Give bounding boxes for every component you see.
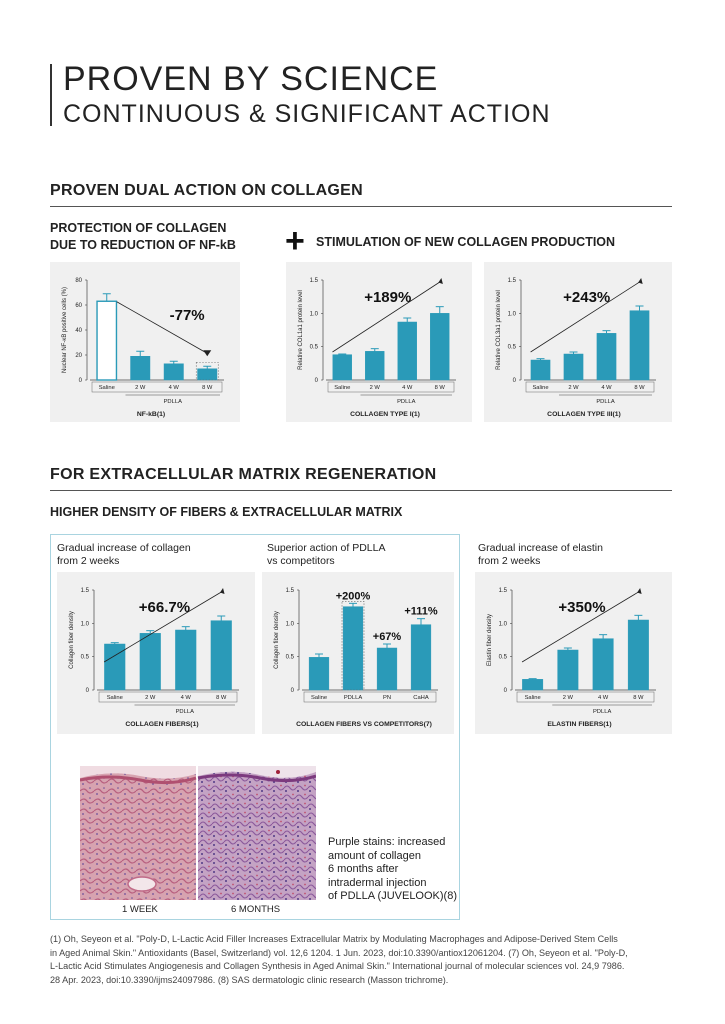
x-tick-label: 2 W xyxy=(568,385,579,391)
histology-images xyxy=(80,766,316,900)
change-label: +189% xyxy=(364,289,412,306)
x-tick-label: 4 W xyxy=(601,385,612,391)
histology-label-1-week: 1 WEEK xyxy=(122,904,158,915)
x-tick-label: 2 W xyxy=(369,385,380,391)
bar-2 W xyxy=(558,650,578,690)
x-tick-label: 2 W xyxy=(135,385,146,391)
reference-line: 28 Apr. 2023, doi:10.3390/ijms24097986. (8) SAS dermatologic clinic research (Masson trichrome). xyxy=(50,974,449,985)
trend-arrow-head xyxy=(638,278,643,284)
y-tick-label: 1.5 xyxy=(498,588,507,594)
change-label: +66.7% xyxy=(138,599,191,616)
bar-8 W xyxy=(628,620,648,690)
change-label: +243% xyxy=(563,289,611,306)
x-tick-label: Saline xyxy=(98,385,115,391)
y-tick-label: 0.5 xyxy=(498,654,507,661)
y-axis-label: Collagen fiber density xyxy=(69,611,75,669)
heading-higher-density: HIGHER DENSITY OF FIBERS & EXTRACELLULAR MATRIX xyxy=(50,505,403,519)
chart-nfkb xyxy=(50,262,240,422)
bar-8 W xyxy=(630,311,649,380)
histology-6-months xyxy=(198,766,316,900)
x-tick-label: 8 W xyxy=(633,695,644,701)
chart-title: ELASTIN FIBERS(1) xyxy=(547,721,612,728)
trend-arrow-head xyxy=(203,350,211,356)
histology-caption-line: of PDLLA (JUVELOOK)(8) xyxy=(328,890,457,902)
group-label: PDLLA xyxy=(397,399,416,405)
y-tick-label: 0.5 xyxy=(80,654,89,661)
y-tick-label: 1.0 xyxy=(309,311,318,318)
bar-PN xyxy=(377,648,397,690)
trend-arrow-head xyxy=(438,278,443,284)
bar-2 W xyxy=(365,351,384,380)
bar-2 W xyxy=(564,354,583,380)
section-title-ecm: FOR EXTRACELLULAR MATRIX REGENERATION xyxy=(50,466,437,483)
reference-line: in Aged Animal Skin." Antioxidants (Basel, Switzerland) vol. 12,6 1204. 1 Jun. 2023, doi:10.3390/antiox12061204. (7) Oh, Seyeon et al. "Poly-D, xyxy=(50,947,628,958)
y-tick-label: 1.0 xyxy=(80,621,89,628)
chart-competitors xyxy=(262,572,454,734)
caption-collagen-line1: Gradual increase of collagen xyxy=(57,542,191,554)
section-title-dual-action: PROVEN DUAL ACTION ON COLLAGEN xyxy=(50,182,364,199)
y-tick-label: 80 xyxy=(75,278,82,284)
bar-4 W xyxy=(164,364,183,380)
y-axis-label: Relative COL1a1 protein level xyxy=(298,290,304,370)
x-tick-label: PDLLA xyxy=(343,695,363,701)
heading-stimulation: STIMULATION OF NEW COLLAGEN PRODUCTION xyxy=(316,235,616,249)
y-tick-label: 0.5 xyxy=(507,344,516,351)
bar-2 W xyxy=(140,633,161,690)
bar-Saline xyxy=(309,657,329,690)
chart-collagen-type-3 xyxy=(484,262,672,422)
histology-label-6-months: 6 MONTHS xyxy=(231,904,281,915)
chart-title: COLLAGEN TYPE III(1) xyxy=(547,411,621,418)
plus-icon: + xyxy=(285,222,305,260)
caption-superior-line1: Superior action of PDLLA xyxy=(267,542,386,554)
x-tick-label: Saline xyxy=(106,695,123,701)
histology-caption-line: intradermal injection xyxy=(328,876,427,889)
histology-svg xyxy=(80,766,316,900)
chart-collagen-type-1 xyxy=(286,262,472,422)
chart-collagen-fibers xyxy=(57,572,255,734)
bar-8 W xyxy=(211,621,232,690)
y-tick-label: 1.5 xyxy=(507,278,516,284)
y-tick-label: 0 xyxy=(512,378,516,384)
page-title: PROVEN BY SCIENCE xyxy=(63,60,439,98)
chart-panel-elastin xyxy=(475,572,672,734)
y-tick-label: 0.5 xyxy=(309,344,318,351)
reference-line: (1) Oh, Seyeon et al. "Poly-D, L-Lactic Acid Filler Increases Extracellular Matrix by Modulating Macrophages and Adipose-Derived Stem Cells xyxy=(50,934,618,944)
bar-change-label: +67% xyxy=(372,631,402,643)
bar-4 W xyxy=(175,630,196,690)
histology-caption xyxy=(328,836,457,904)
reference-line: L-Lactic Acid Stimulates Angiogenesis and Collagen Synthesis in Aged Animal Skin." International journal of molecular sciences vol. 24,9 7986. xyxy=(50,961,625,971)
bar-4 W xyxy=(593,639,613,690)
x-tick-label: Saline xyxy=(532,385,549,391)
histology-caption-line: Purple stains: increased xyxy=(328,836,446,848)
histology-caption-line: 6 months after xyxy=(328,863,399,875)
caption-elastin-line1: Gradual increase of elastin xyxy=(478,542,603,554)
chart-panel-competitors xyxy=(262,572,454,734)
y-tick-label: 1.0 xyxy=(285,621,294,628)
y-tick-label: 0 xyxy=(503,688,507,694)
group-label: PDLLA xyxy=(175,709,194,715)
x-tick-label: Saline xyxy=(310,695,328,701)
group-label: PDLLA xyxy=(163,399,182,405)
heading-protection-line2: DUE TO REDUCTION OF NF-kB xyxy=(50,238,236,252)
y-tick-label: 1.5 xyxy=(80,588,89,594)
chart-title: COLLAGEN TYPE I(1) xyxy=(350,411,420,418)
references xyxy=(50,933,680,987)
y-tick-label: 0 xyxy=(85,688,89,694)
y-tick-label: 0 xyxy=(78,378,82,384)
chart-panel-col3 xyxy=(484,262,672,422)
chart-title: NF-kB(1) xyxy=(136,411,166,418)
x-tick-label: Saline xyxy=(334,385,351,391)
bar-Saline xyxy=(522,679,542,690)
bar-4 W xyxy=(398,322,417,380)
title-accent-bar xyxy=(50,64,52,126)
caption-collagen-line2: from 2 weeks xyxy=(57,555,120,567)
group-label: PDLLA xyxy=(592,709,612,715)
bar-8 W xyxy=(198,369,217,380)
y-axis-label: Elastin fiber density xyxy=(487,613,493,667)
x-tick-label: 4 W xyxy=(168,385,179,391)
group-label: PDLLA xyxy=(596,399,615,405)
y-tick-label: 40 xyxy=(75,328,82,334)
x-tick-label: 8 W xyxy=(434,385,445,391)
x-tick-label: 2 W xyxy=(562,695,574,701)
x-tick-label: Saline xyxy=(524,695,541,701)
x-tick-label: 8 W xyxy=(634,385,645,391)
bar-CaHA xyxy=(411,625,431,690)
bar-change-label: +200% xyxy=(335,590,371,603)
bar-2 W xyxy=(131,356,150,380)
x-tick-label: 8 W xyxy=(202,385,213,391)
chart-panel-nfkb xyxy=(50,262,240,422)
bar-Saline xyxy=(97,301,116,380)
chart-title: COLLAGEN FIBERS(1) xyxy=(125,721,199,728)
x-tick-label: 4 W xyxy=(180,695,191,701)
chart-panel-collagen-fibers xyxy=(57,572,255,734)
y-tick-label: 1.0 xyxy=(498,621,507,628)
y-tick-label: 0.5 xyxy=(285,654,294,661)
bar-Saline xyxy=(531,360,550,380)
caption-superior-line2: vs competitors xyxy=(267,555,335,567)
bar-8 W xyxy=(430,313,449,380)
bar-4 W xyxy=(597,333,616,380)
y-tick-label: 0 xyxy=(314,378,318,384)
page-subtitle: CONTINUOUS & SIGNIFICANT ACTION xyxy=(63,100,551,128)
section-divider xyxy=(50,206,672,207)
bar-PDLLA xyxy=(343,607,363,690)
y-tick-label: 1.5 xyxy=(285,588,294,594)
x-tick-label: CaHA xyxy=(413,695,429,701)
x-tick-label: 4 W xyxy=(597,695,609,701)
y-tick-label: 20 xyxy=(75,353,82,359)
y-axis-label: Relative COL3a1 protein level xyxy=(496,290,502,370)
trend-arrow-head xyxy=(220,588,225,594)
bar-Saline xyxy=(333,355,352,380)
y-tick-label: 1.5 xyxy=(309,278,318,284)
histology-caption-line: amount of collagen xyxy=(328,849,421,862)
y-axis-label: Collagen fiber density xyxy=(274,611,280,669)
caption-elastin-line2: from 2 weeks xyxy=(478,555,541,567)
x-tick-label: 8 W xyxy=(216,695,227,701)
y-tick-label: 0 xyxy=(290,688,294,694)
section-divider-2 xyxy=(50,490,672,491)
chart-elastin-fibers xyxy=(475,572,672,734)
change-label: +350% xyxy=(558,599,606,616)
y-axis-label: Nuclear NF-κB positive cells (%) xyxy=(62,286,68,374)
chart-title: COLLAGEN FIBERS VS COMPETITORS(7) xyxy=(296,721,432,728)
x-tick-label: 4 W xyxy=(402,385,413,391)
x-tick-label: PN xyxy=(382,695,392,701)
change-label: -77% xyxy=(169,307,205,324)
heading-protection-line1: PROTECTION OF COLLAGEN xyxy=(50,221,227,235)
y-tick-label: 60 xyxy=(75,303,82,309)
x-tick-label: 2 W xyxy=(145,695,156,701)
trend-arrow-head xyxy=(637,588,642,594)
chart-panel-col1 xyxy=(286,262,472,422)
y-tick-label: 1.0 xyxy=(507,311,516,318)
bar-change-label: +111% xyxy=(404,605,438,618)
